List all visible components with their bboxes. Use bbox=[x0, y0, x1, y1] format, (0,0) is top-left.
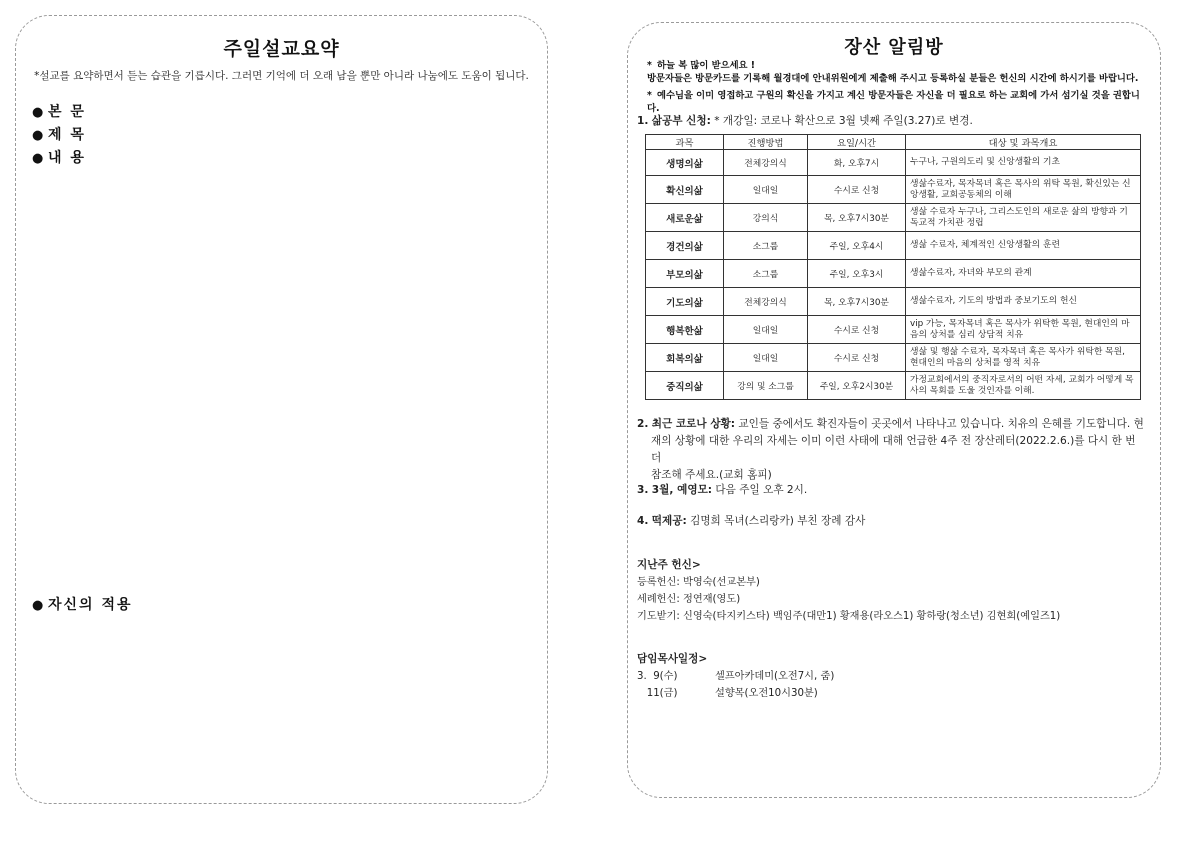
course-desc: 누구나, 구원의도리 및 신앙생활의 기초 bbox=[906, 150, 1141, 176]
notice-visitors bbox=[647, 89, 1146, 115]
schedule-date: 11(금) bbox=[637, 688, 678, 699]
course-desc: 생삶수료자, 기도의 방법과 중보기도의 헌신 bbox=[906, 288, 1141, 316]
table-row bbox=[646, 150, 1141, 176]
course-desc: 생삶수료자, 목자목녀 혹은 목사의 위탁 목원, 확신있는 신앙생활, 교회공동체의 이해 bbox=[906, 176, 1141, 204]
bullet-label: 본 문 bbox=[48, 104, 86, 120]
course-time: 화, 오후7시 bbox=[808, 150, 906, 176]
item-text: 재의 상황에 대한 우리의 자세는 이미 이런 사태에 대해 언급한 4주 전 장산레터(2022.2.6.)를 다시 한 번 더 bbox=[651, 435, 1136, 464]
course-time: 수시로 신청 bbox=[808, 176, 906, 204]
table-row bbox=[646, 204, 1141, 232]
item-covid-status bbox=[637, 416, 1148, 484]
offering-section bbox=[637, 557, 1148, 625]
offering-line: 등록헌신: 박영숙(선교본부) bbox=[637, 577, 760, 588]
table-row bbox=[646, 176, 1141, 204]
sermon-summary-instructions: *설교를 요약하면서 듣는 습관을 기릅시다. 그러면 기억에 더 오래 남을 뿐만 아니라 나눔에도 도움이 됩니다. bbox=[34, 70, 529, 82]
column-header: 진행방법 bbox=[724, 135, 808, 150]
schedule-text: 설향목(오전10시30분) bbox=[715, 688, 818, 699]
course-name: 새로운삶 bbox=[646, 204, 724, 232]
schedule-text: 셀프아카데미(오전7시, 줌) bbox=[715, 671, 835, 682]
course-method: 일대일 bbox=[724, 316, 808, 344]
item-text: 김명희 목녀(스리랑카) 부친 장례 감사 bbox=[690, 515, 866, 527]
course-name: 행복한삶 bbox=[646, 316, 724, 344]
bullet-scripture bbox=[32, 101, 86, 121]
item-meeting bbox=[637, 482, 1148, 499]
schedule-title: 담임목사일정> bbox=[637, 653, 708, 665]
item-text: 참조해 주세요.(교회 홈피) bbox=[651, 469, 772, 481]
course-desc: 생삶수료자, 자녀와 부모의 관계 bbox=[906, 260, 1141, 288]
table-header-row bbox=[646, 135, 1141, 150]
course-desc: 생삶 수료자 누구나, 그리스도인의 새로운 삶의 방향과 기독교적 가치관 정립 bbox=[906, 204, 1141, 232]
notice-welcome bbox=[647, 59, 1146, 85]
course-desc: vip 가능, 목자목녀 혹은 목사가 위탁한 목원, 현대인의 마음의 상처를 심리 상담적 치유 bbox=[906, 316, 1141, 344]
course-name: 경건의삶 bbox=[646, 232, 724, 260]
bullet-title bbox=[32, 124, 86, 144]
item-number: 1. bbox=[637, 115, 649, 127]
item-rice-cake bbox=[637, 513, 1148, 530]
schedule-row bbox=[637, 668, 1148, 685]
column-header: 대상 및 과목개요 bbox=[906, 135, 1141, 150]
item-heading: 떡제공: bbox=[651, 515, 687, 527]
bullet-dot-icon: ● bbox=[32, 598, 46, 613]
course-method: 전체강의식 bbox=[724, 150, 808, 176]
offering-line: 기도받기: 신영숙(타지키스타) 백임주(대만1) 황재용(라오스1) 황하랑(청소년) 김현희(예일즈1) bbox=[637, 611, 1061, 622]
course-time: 목, 오후7시30분 bbox=[808, 204, 906, 232]
table-row bbox=[646, 316, 1141, 344]
table-row bbox=[646, 372, 1141, 400]
course-time: 목, 오후7시30분 bbox=[808, 288, 906, 316]
announcements-title: 장산 알림방 bbox=[844, 37, 944, 58]
column-header: 과목 bbox=[646, 135, 724, 150]
pastor-schedule-section bbox=[637, 651, 1148, 702]
course-desc: 가정교회에서의 중직자로서의 어떤 자세, 교회가 어떻게 목사의 목회를 도울 것인자를 이해. bbox=[906, 372, 1141, 400]
course-name: 기도의삶 bbox=[646, 288, 724, 316]
item-life-study bbox=[637, 113, 1148, 130]
bullet-label: 제 목 bbox=[48, 127, 86, 143]
bullet-dot-icon: ● bbox=[32, 128, 46, 143]
bullet-content bbox=[32, 147, 86, 167]
course-method: 소그룹 bbox=[724, 260, 808, 288]
table-row bbox=[646, 344, 1141, 372]
sermon-summary-panel bbox=[15, 15, 548, 804]
table-row bbox=[646, 260, 1141, 288]
item-heading: 최근 코로나 상황: bbox=[651, 418, 736, 430]
item-text: 다음 주일 오후 2시. bbox=[715, 484, 808, 496]
course-method: 일대일 bbox=[724, 344, 808, 372]
schedule-row bbox=[637, 685, 1148, 702]
bullet-dot-icon: ● bbox=[32, 105, 46, 120]
item-heading: 삶공부 신청: bbox=[651, 115, 711, 127]
course-name: 확신의삶 bbox=[646, 176, 724, 204]
courses-table bbox=[645, 134, 1141, 400]
bullet-label: 자신의 적용 bbox=[48, 597, 133, 613]
course-method: 강의식 bbox=[724, 204, 808, 232]
course-name: 생명의삶 bbox=[646, 150, 724, 176]
course-method: 소그룹 bbox=[724, 232, 808, 260]
schedule-date: 3. 9(수) bbox=[637, 671, 678, 682]
course-name: 부모의삶 bbox=[646, 260, 724, 288]
bullet-label: 내 용 bbox=[48, 150, 86, 166]
notice-line: 방문자들은 방문카드를 기록해 월경대에 안내위원에게 제출해 주시고 등록하실 분들은 헌신의 시간에 하시기를 바랍니다. bbox=[647, 73, 1139, 84]
asterisk-icon: * bbox=[647, 60, 652, 71]
notice-line: 예수님을 이미 영접하고 구원의 확신을 가지고 계신 방문자들은 자신을 더 필요로 하는 교회에 가서 섬기실 것을 권합니다. bbox=[647, 90, 1140, 114]
course-method: 전체강의식 bbox=[724, 288, 808, 316]
bullet-application bbox=[32, 594, 133, 614]
course-name: 중직의삶 bbox=[646, 372, 724, 400]
item-heading: 3월, 예영모: bbox=[651, 484, 713, 496]
course-time: 주일, 오후2시30분 bbox=[808, 372, 906, 400]
course-name: 회복의삶 bbox=[646, 344, 724, 372]
column-header: 요일/시간 bbox=[808, 135, 906, 150]
course-time: 주일, 오후4시 bbox=[808, 232, 906, 260]
course-method: 일대일 bbox=[724, 176, 808, 204]
table-row bbox=[646, 288, 1141, 316]
item-number: 3. bbox=[637, 484, 649, 496]
course-time: 수시로 신청 bbox=[808, 316, 906, 344]
item-number: 2. bbox=[637, 418, 649, 430]
offering-line: 세례헌신: 정연재(영도) bbox=[637, 594, 741, 605]
offering-title: 지난주 헌신> bbox=[637, 559, 701, 571]
announcements-panel bbox=[627, 22, 1161, 798]
notice-line: 하늘 복 많이 받으세요 ! bbox=[657, 60, 756, 71]
item-text: 교인들 중에서도 확진자들이 곳곳에서 나타나고 있습니다. 치유의 은혜를 기도합니다. 현 bbox=[738, 418, 1144, 430]
table-row bbox=[646, 232, 1141, 260]
course-time: 주일, 오후3시 bbox=[808, 260, 906, 288]
course-method: 강의 및 소그룹 bbox=[724, 372, 808, 400]
item-text: * 개강일: 코로나 확산으로 3월 넷째 주일(3.27)로 변경. bbox=[714, 115, 973, 127]
bullet-dot-icon: ● bbox=[32, 151, 46, 166]
course-desc: 생삶 및 행삶 수료자, 목자목녀 혹은 목사가 위탁한 목원, 현대인의 마음의 상처를 영적 치유 bbox=[906, 344, 1141, 372]
item-number: 4. bbox=[637, 515, 649, 527]
asterisk-icon: * bbox=[647, 90, 652, 101]
course-time: 수시로 신청 bbox=[808, 344, 906, 372]
course-desc: 생삶 수료자, 체계적인 신앙생활의 훈련 bbox=[906, 232, 1141, 260]
sermon-summary-title: 주일설교요약 bbox=[223, 38, 340, 60]
